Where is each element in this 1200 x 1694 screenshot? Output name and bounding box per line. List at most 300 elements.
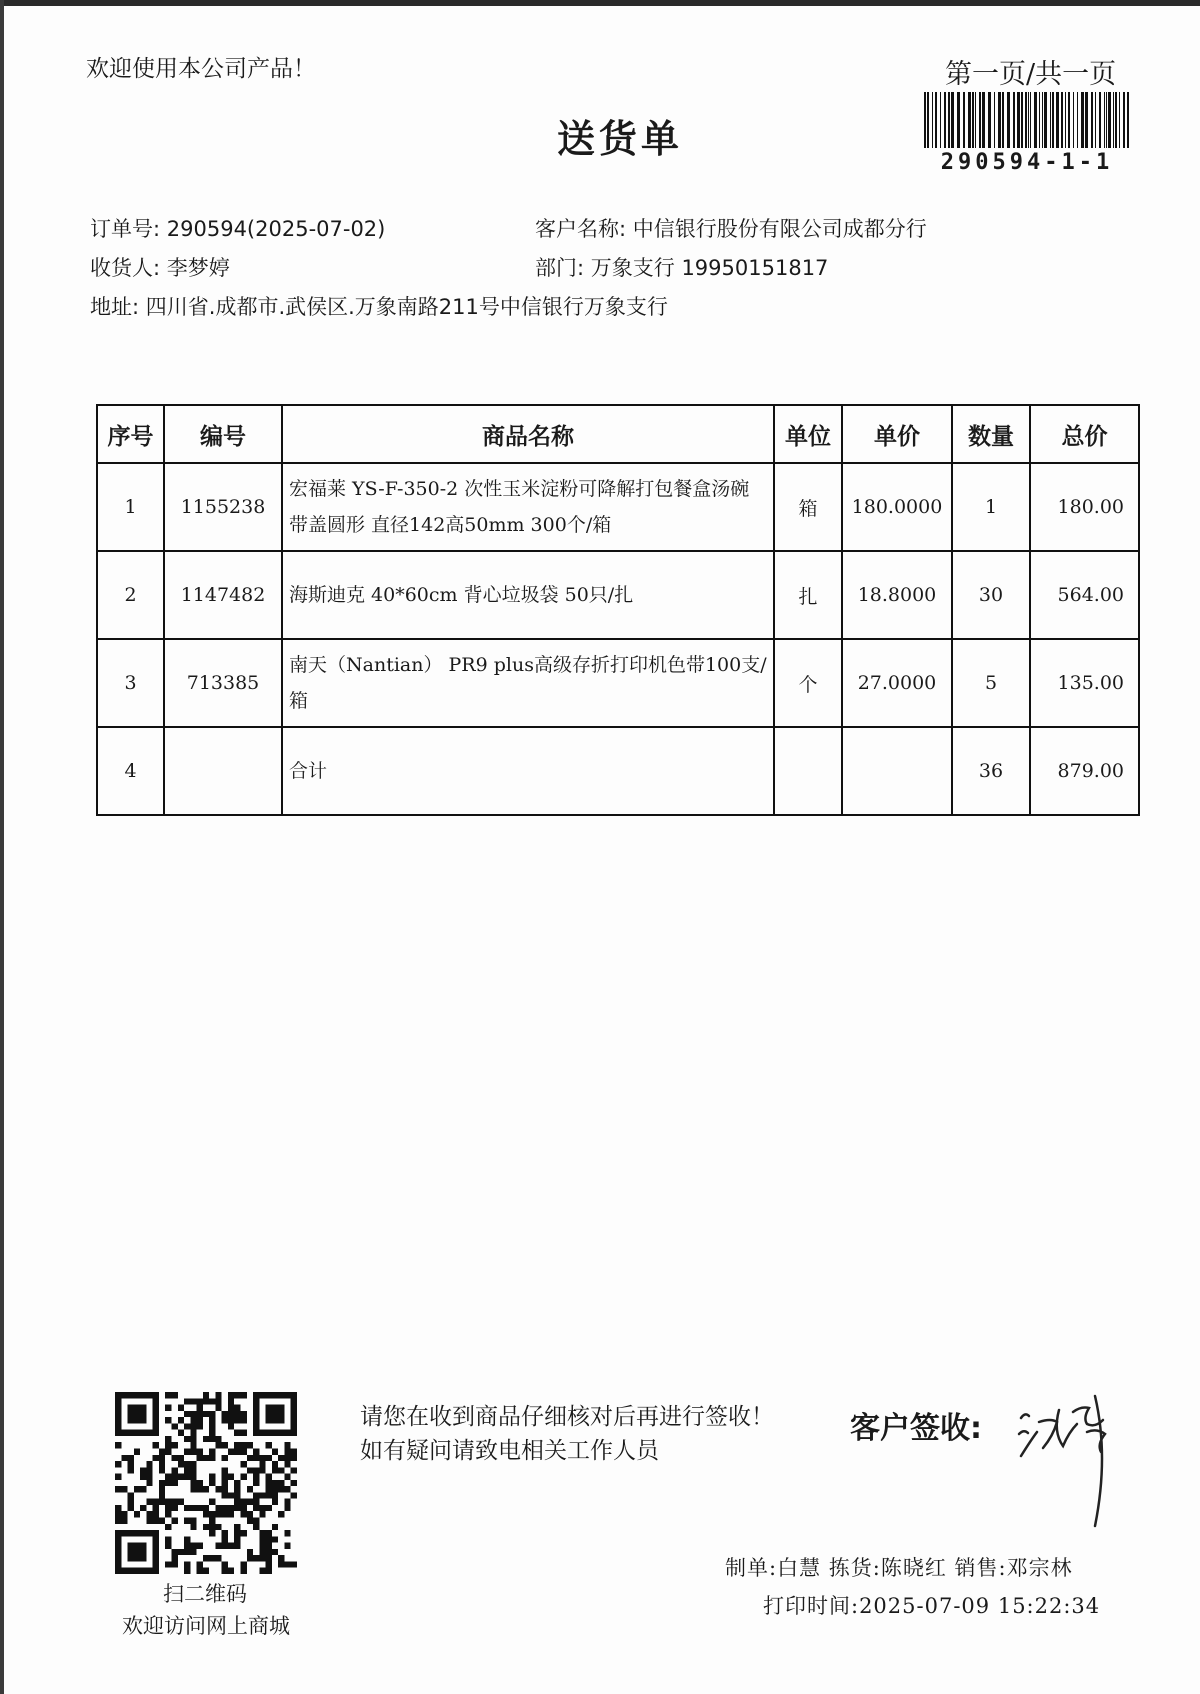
- qr-module: [222, 1455, 228, 1461]
- qr-module: [234, 1430, 240, 1436]
- qr-module: [115, 1561, 121, 1567]
- qr-module: [209, 1555, 215, 1561]
- qr-module: [222, 1511, 228, 1517]
- qr-module: [291, 1417, 297, 1423]
- barcode-bar: [1007, 92, 1010, 148]
- barcode-bar: [1042, 92, 1043, 148]
- table-row: [97, 639, 1139, 727]
- qr-code-image: [115, 1392, 297, 1574]
- qr-module: [115, 1511, 121, 1517]
- qr-module: [278, 1511, 284, 1517]
- qr-module: [272, 1486, 278, 1492]
- qr-module: [247, 1555, 253, 1561]
- qr-module: [159, 1518, 165, 1524]
- barcode-bar: [932, 92, 933, 148]
- qr-module: [184, 1411, 190, 1417]
- qr-module: [140, 1549, 146, 1555]
- department-line: [535, 252, 828, 282]
- qr-module: [146, 1392, 152, 1398]
- qr-module: [228, 1511, 234, 1517]
- barcode-bar: [1056, 92, 1059, 148]
- qr-module: [278, 1455, 284, 1461]
- qr-module: [278, 1555, 284, 1561]
- cell-quantity: 1: [952, 463, 1030, 551]
- qr-module: [197, 1480, 203, 1486]
- qr-module: [234, 1405, 240, 1411]
- qr-module: [209, 1436, 215, 1442]
- qr-module: [234, 1505, 240, 1511]
- qr-module: [171, 1499, 177, 1505]
- qr-module: [266, 1442, 272, 1448]
- barcode-bar: [1052, 92, 1054, 148]
- qr-module: [278, 1392, 284, 1398]
- qr-module: [190, 1505, 196, 1511]
- qr-module: [115, 1461, 121, 1467]
- qr-module: [272, 1467, 278, 1473]
- qr-module: [121, 1455, 127, 1461]
- receiver-value: 李梦婷: [166, 256, 230, 280]
- qr-module: [115, 1392, 121, 1398]
- qr-module: [178, 1474, 184, 1480]
- barcode-bar: [1039, 92, 1040, 148]
- cell-unit: 扎: [774, 551, 842, 639]
- qr-module: [278, 1467, 284, 1473]
- qr-module: [115, 1568, 121, 1574]
- qr-module: [190, 1442, 196, 1448]
- qr-module: [241, 1448, 247, 1454]
- qr-module: [190, 1436, 196, 1442]
- qr-module: [284, 1442, 290, 1448]
- qr-module: [197, 1486, 203, 1492]
- qr-module: [278, 1480, 284, 1486]
- qr-module: [134, 1511, 140, 1517]
- qr-module: [215, 1392, 221, 1398]
- items-table: [96, 404, 1140, 816]
- qr-module: [153, 1442, 159, 1448]
- qr-module: [178, 1461, 184, 1467]
- qr-module: [197, 1505, 203, 1511]
- qr-module: [241, 1461, 247, 1467]
- qr-module: [153, 1417, 159, 1423]
- qr-module: [184, 1436, 190, 1442]
- qr-module: [197, 1568, 203, 1574]
- barcode-bar: [1085, 92, 1088, 148]
- qr-module: [241, 1392, 247, 1398]
- qr-module: [153, 1423, 159, 1429]
- qr-module: [153, 1505, 159, 1511]
- qr-module: [209, 1524, 215, 1530]
- qr-module: [115, 1486, 121, 1492]
- qr-module: [234, 1417, 240, 1423]
- qr-module: [253, 1499, 259, 1505]
- qr-module: [115, 1474, 121, 1480]
- qr-module: [146, 1511, 152, 1517]
- qr-module: [171, 1518, 177, 1524]
- qr-module: [184, 1423, 190, 1429]
- barcode-bar: [951, 92, 954, 148]
- barcode-bar: [975, 92, 976, 148]
- qr-module: [209, 1530, 215, 1536]
- qr-module: [215, 1505, 221, 1511]
- header-quantity: 数量: [952, 405, 1030, 463]
- qr-module: [259, 1461, 265, 1467]
- qr-module: [197, 1423, 203, 1429]
- qr-module: [241, 1568, 247, 1574]
- qr-module: [228, 1543, 234, 1549]
- barcode-bar: [948, 92, 950, 148]
- cell-quantity: 5: [952, 639, 1030, 727]
- qr-module: [115, 1442, 121, 1448]
- qr-module: [121, 1392, 127, 1398]
- qr-module: [171, 1474, 177, 1480]
- qr-module: [197, 1561, 203, 1567]
- qr-module: [159, 1448, 165, 1454]
- qr-module: [234, 1486, 240, 1492]
- qr-module: [134, 1405, 140, 1411]
- qr-module: [247, 1549, 253, 1555]
- qr-module: [146, 1499, 152, 1505]
- cell-summary-label: 合计: [282, 727, 774, 815]
- qr-module: [128, 1530, 134, 1536]
- qr-module: [184, 1568, 190, 1574]
- qr-module: [165, 1448, 171, 1454]
- qr-module: [228, 1568, 234, 1574]
- qr-module: [146, 1568, 152, 1574]
- qr-module: [171, 1455, 177, 1461]
- qr-module: [266, 1486, 272, 1492]
- qr-module: [115, 1549, 121, 1555]
- barcode-bar: [1017, 92, 1020, 148]
- barcode-bar: [988, 92, 991, 148]
- qr-module: [284, 1505, 290, 1511]
- qr-module: [209, 1474, 215, 1480]
- qr-module: [190, 1480, 196, 1486]
- qr-module: [241, 1511, 247, 1517]
- qr-module: [234, 1448, 240, 1454]
- qr-module: [272, 1549, 278, 1555]
- qr-module: [209, 1411, 215, 1417]
- barcode-bar: [944, 92, 946, 148]
- barcode-bar: [1091, 92, 1093, 148]
- cell-seq: 1: [97, 463, 164, 551]
- qr-module: [253, 1417, 259, 1423]
- qr-module: [228, 1505, 234, 1511]
- qr-module: [272, 1480, 278, 1486]
- qr-module: [253, 1398, 259, 1404]
- qr-module: [190, 1474, 196, 1480]
- qr-module: [241, 1499, 247, 1505]
- qr-module: [291, 1448, 297, 1454]
- qr-module: [140, 1543, 146, 1549]
- qr-module: [146, 1480, 152, 1486]
- qr-module: [284, 1499, 290, 1505]
- barcode-number: 290594-1-1: [940, 150, 1114, 175]
- cell-unit: 个: [774, 639, 842, 727]
- qr-module: [140, 1505, 146, 1511]
- qr-module: [171, 1505, 177, 1511]
- qr-module: [140, 1430, 146, 1436]
- qr-module: [253, 1423, 259, 1429]
- qr-module: [284, 1543, 290, 1549]
- qr-module: [222, 1530, 228, 1536]
- qr-module: [165, 1524, 171, 1530]
- qr-module: [209, 1448, 215, 1454]
- qr-module: [284, 1392, 290, 1398]
- barcode-bar: [957, 92, 960, 148]
- barcode-bar: [1108, 92, 1111, 148]
- qr-module: [228, 1392, 234, 1398]
- qr-module: [146, 1461, 152, 1467]
- scan-edge-top: [0, 0, 1200, 6]
- qr-module: [165, 1505, 171, 1511]
- qr-module: [272, 1392, 278, 1398]
- qr-module: [190, 1423, 196, 1429]
- qr-module: [291, 1561, 297, 1567]
- qr-module: [146, 1518, 152, 1524]
- order-number-label: 订单号:: [90, 217, 161, 241]
- qr-module: [190, 1461, 196, 1467]
- qr-module: [253, 1474, 259, 1480]
- qr-module: [121, 1568, 127, 1574]
- cell-code: [164, 727, 282, 815]
- qr-module: [197, 1543, 203, 1549]
- qr-module: [171, 1467, 177, 1473]
- qr-module: [291, 1430, 297, 1436]
- qr-module: [234, 1536, 240, 1542]
- barcode-bar: [972, 92, 974, 148]
- qr-module: [209, 1423, 215, 1429]
- qr-module: [222, 1492, 228, 1498]
- qr-module: [190, 1543, 196, 1549]
- qr-module: [190, 1524, 196, 1530]
- qr-module: [253, 1405, 259, 1411]
- barcode-bar: [935, 92, 937, 148]
- qr-module: [266, 1530, 272, 1536]
- header-total: 总价: [1030, 405, 1139, 463]
- qr-module: [159, 1480, 165, 1486]
- barcode-bar: [927, 92, 929, 148]
- print-time: 打印时间:2025-07-09 15:22:34: [763, 1594, 1101, 1618]
- qr-module: [222, 1543, 228, 1549]
- qr-module: [115, 1505, 121, 1511]
- qr-module: [178, 1405, 184, 1411]
- qr-module: [209, 1480, 215, 1486]
- qr-module: [140, 1467, 146, 1473]
- qr-caption-scan: 扫二维码: [163, 1582, 247, 1606]
- qr-module: [128, 1568, 134, 1574]
- cell-total: 135.00: [1030, 639, 1139, 727]
- barcode-bar: [1095, 92, 1096, 148]
- cell-code: 713385: [164, 639, 282, 727]
- qr-module: [259, 1511, 265, 1517]
- customer-name-line: [535, 213, 927, 243]
- qr-module: [272, 1448, 278, 1454]
- qr-module: [178, 1417, 184, 1423]
- qr-module: [278, 1430, 284, 1436]
- qr-module: [146, 1530, 152, 1536]
- barcode-bar: [1123, 92, 1125, 148]
- barcode-bar: [1028, 92, 1029, 148]
- qr-module: [209, 1499, 215, 1505]
- barcode-bar: [979, 92, 981, 148]
- qr-module: [253, 1555, 259, 1561]
- qr-module: [203, 1486, 209, 1492]
- qr-module: [272, 1499, 278, 1505]
- qr-module: [134, 1430, 140, 1436]
- qr-module: [140, 1474, 146, 1480]
- qr-module: [266, 1405, 272, 1411]
- qr-module: [259, 1549, 265, 1555]
- customer-name-label: 客户名称:: [535, 217, 627, 241]
- cell-unit-price: 27.0000: [842, 639, 952, 727]
- qr-module: [203, 1524, 209, 1530]
- handwritten-signature: [1015, 1388, 1155, 1528]
- cell-product-name: 宏福莱 YS-F-350-2 次性玉米淀粉可降解打包餐盒汤碗 带盖圆形 直径142高50mm 300个/箱: [282, 463, 774, 551]
- qr-module: [171, 1423, 177, 1429]
- qr-module: [259, 1467, 265, 1473]
- qr-module: [128, 1492, 134, 1498]
- qr-module: [115, 1543, 121, 1549]
- cell-quantity: 30: [952, 551, 1030, 639]
- qr-module: [153, 1530, 159, 1536]
- receiver-label: 收货人:: [90, 256, 161, 280]
- qr-module: [184, 1505, 190, 1511]
- cell-unit-price: [842, 727, 952, 815]
- qr-module: [209, 1455, 215, 1461]
- qr-module: [159, 1455, 165, 1461]
- qr-module: [115, 1423, 121, 1429]
- barcode-bar: [1068, 92, 1070, 148]
- header-code: 编号: [164, 405, 282, 463]
- cell-unit: 箱: [774, 463, 842, 551]
- qr-module: [153, 1455, 159, 1461]
- qr-module: [146, 1474, 152, 1480]
- qr-module: [159, 1467, 165, 1473]
- qr-module: [209, 1430, 215, 1436]
- qr-module: [203, 1505, 209, 1511]
- qr-module: [165, 1474, 171, 1480]
- qr-module: [222, 1467, 228, 1473]
- qr-module: [146, 1467, 152, 1473]
- qr-module: [128, 1430, 134, 1436]
- qr-module: [266, 1555, 272, 1561]
- qr-module: [234, 1411, 240, 1417]
- qr-module: [234, 1499, 240, 1505]
- qr-module: [234, 1392, 240, 1398]
- qr-module: [215, 1436, 221, 1442]
- barcode-bar: [998, 92, 1001, 148]
- qr-module: [266, 1411, 272, 1417]
- qr-module: [159, 1461, 165, 1467]
- qr-module: [178, 1549, 184, 1555]
- qr-module: [215, 1405, 221, 1411]
- qr-module: [134, 1555, 140, 1561]
- qr-module: [203, 1411, 209, 1417]
- qr-module: [171, 1392, 177, 1398]
- qr-module: [215, 1442, 221, 1448]
- barcode-bar: [1104, 92, 1105, 148]
- qr-module: [121, 1511, 127, 1517]
- qr-module: [215, 1511, 221, 1517]
- qr-module: [171, 1555, 177, 1561]
- qr-module: [184, 1461, 190, 1467]
- qr-module: [266, 1480, 272, 1486]
- qr-module: [115, 1398, 121, 1404]
- qr-module: [171, 1561, 177, 1567]
- table-row-summary: [97, 727, 1139, 815]
- qr-module: [266, 1505, 272, 1511]
- qr-module: [140, 1411, 146, 1417]
- qr-module: [171, 1549, 177, 1555]
- qr-module: [184, 1467, 190, 1473]
- qr-module: [272, 1417, 278, 1423]
- barcode-bar: [1025, 92, 1027, 148]
- welcome-text: 欢迎使用本公司产品！: [86, 56, 316, 82]
- qr-module: [115, 1530, 121, 1536]
- qr-module: [203, 1511, 209, 1517]
- qr-module: [247, 1455, 253, 1461]
- cell-total: 180.00: [1030, 463, 1139, 551]
- qr-module: [241, 1474, 247, 1480]
- qr-module: [266, 1474, 272, 1480]
- qr-module: [153, 1398, 159, 1404]
- qr-module: [134, 1530, 140, 1536]
- barcode-bar: [1099, 92, 1101, 148]
- qr-module: [165, 1436, 171, 1442]
- qr-module: [215, 1555, 221, 1561]
- qr-module: [278, 1486, 284, 1492]
- qr-module: [291, 1492, 297, 1498]
- qr-module: [284, 1430, 290, 1436]
- cell-seq: 2: [97, 551, 164, 639]
- qr-module: [134, 1549, 140, 1555]
- qr-module: [272, 1536, 278, 1542]
- qr-module: [291, 1480, 297, 1486]
- qr-module: [115, 1555, 121, 1561]
- barcode-bar: [1081, 92, 1084, 148]
- qr-module: [259, 1505, 265, 1511]
- qr-caption-mall: 欢迎访问网上商城: [122, 1614, 290, 1638]
- table-row: [97, 551, 1139, 639]
- qr-module: [121, 1486, 127, 1492]
- qr-module: [203, 1555, 209, 1561]
- qr-module: [128, 1461, 134, 1467]
- qr-module: [284, 1530, 290, 1536]
- qr-module: [184, 1448, 190, 1454]
- qr-module: [278, 1417, 284, 1423]
- qr-module: [253, 1480, 259, 1486]
- qr-module: [266, 1455, 272, 1461]
- qr-module: [203, 1392, 209, 1398]
- qr-module: [253, 1518, 259, 1524]
- qr-module: [228, 1398, 234, 1404]
- qr-module: [121, 1430, 127, 1436]
- cell-product-name: 海斯迪克 40*60cm 背心垃圾袋 50只/扎: [282, 551, 774, 639]
- barcode-bar: [940, 92, 941, 148]
- barcode-bar: [1065, 92, 1066, 148]
- qr-module: [197, 1455, 203, 1461]
- qr-module: [222, 1505, 228, 1511]
- cell-total: 564.00: [1030, 551, 1139, 639]
- address-line: [90, 291, 668, 321]
- qr-module: [159, 1492, 165, 1498]
- qr-module: [165, 1499, 171, 1505]
- qr-module: [222, 1486, 228, 1492]
- qr-module: [222, 1417, 228, 1423]
- qr-module: [259, 1455, 265, 1461]
- qr-module: [153, 1511, 159, 1517]
- qr-module: [278, 1411, 284, 1417]
